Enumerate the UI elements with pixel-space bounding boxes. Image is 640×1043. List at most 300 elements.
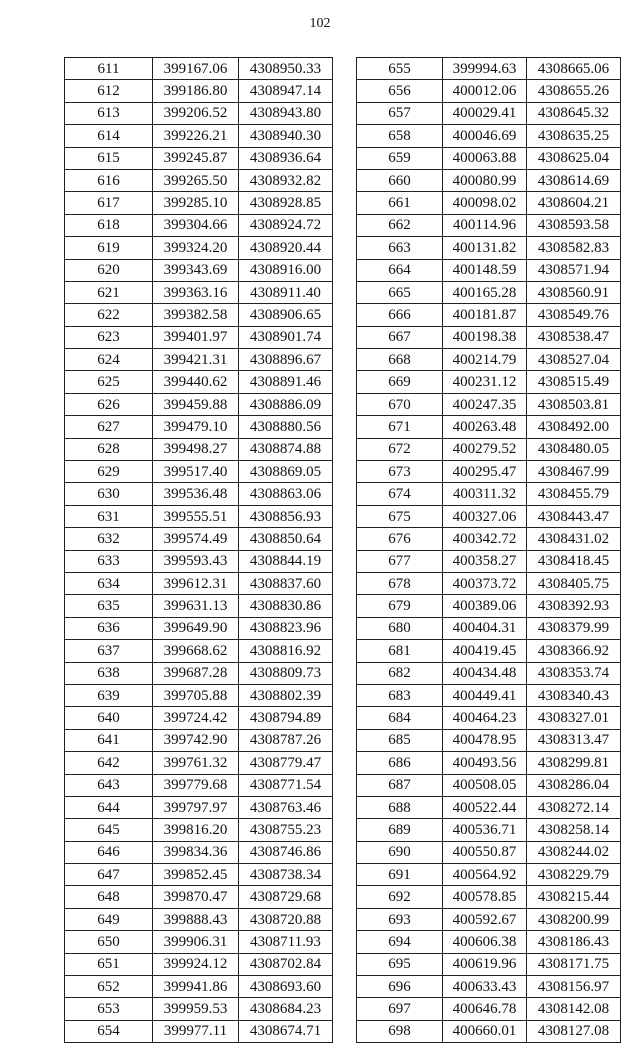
x-coordinate-cell: 399479.10 [153, 416, 239, 438]
x-coordinate-cell: 399459.88 [153, 393, 239, 415]
point-number-cell: 659 [357, 147, 443, 169]
point-number-cell: 653 [65, 998, 153, 1020]
y-coordinate-cell: 4308593.58 [527, 214, 621, 236]
x-coordinate-cell: 399977.11 [153, 1020, 239, 1042]
y-coordinate-cell: 4308467.99 [527, 461, 621, 483]
y-coordinate-cell: 4308928.85 [239, 192, 333, 214]
table-row [357, 349, 621, 371]
point-number-cell: 643 [65, 774, 153, 796]
point-number-cell: 679 [357, 595, 443, 617]
y-coordinate-cell: 4308244.02 [527, 841, 621, 863]
point-number-cell: 618 [65, 214, 153, 236]
point-number-cell: 695 [357, 953, 443, 975]
table-row [357, 796, 621, 818]
point-number-cell: 613 [65, 102, 153, 124]
point-number-cell: 662 [357, 214, 443, 236]
point-number-cell: 665 [357, 281, 443, 303]
x-coordinate-cell: 400080.99 [443, 169, 527, 191]
x-coordinate-cell: 399401.97 [153, 326, 239, 348]
table-row [357, 1020, 621, 1042]
x-coordinate-cell: 399593.43 [153, 550, 239, 572]
point-number-cell: 625 [65, 371, 153, 393]
y-coordinate-cell: 4308258.14 [527, 819, 621, 841]
table-row [65, 461, 333, 483]
y-coordinate-cell: 4308684.23 [239, 998, 333, 1020]
x-coordinate-cell: 400606.38 [443, 931, 527, 953]
x-coordinate-cell: 400165.28 [443, 281, 527, 303]
x-coordinate-cell: 399285.10 [153, 192, 239, 214]
table-row [65, 371, 333, 393]
x-coordinate-cell: 399852.45 [153, 864, 239, 886]
x-coordinate-cell: 399994.63 [443, 58, 527, 80]
y-coordinate-cell: 4308366.92 [527, 640, 621, 662]
y-coordinate-cell: 4308746.86 [239, 841, 333, 863]
point-number-cell: 669 [357, 371, 443, 393]
table-row [65, 349, 333, 371]
point-number-cell: 652 [65, 976, 153, 998]
x-coordinate-cell: 399742.90 [153, 729, 239, 751]
y-coordinate-cell: 4308515.49 [527, 371, 621, 393]
point-number-cell: 631 [65, 505, 153, 527]
coordinates-table-left-body [65, 58, 333, 1043]
table-row [357, 58, 621, 80]
x-coordinate-cell: 400063.88 [443, 147, 527, 169]
x-coordinate-cell: 400464.23 [443, 707, 527, 729]
y-coordinate-cell: 4308856.93 [239, 505, 333, 527]
table-row [357, 729, 621, 751]
y-coordinate-cell: 4308379.99 [527, 617, 621, 639]
y-coordinate-cell: 4308823.96 [239, 617, 333, 639]
x-coordinate-cell: 399687.28 [153, 662, 239, 684]
table-row [357, 438, 621, 460]
x-coordinate-cell: 399343.69 [153, 259, 239, 281]
x-coordinate-cell: 400592.67 [443, 908, 527, 930]
x-coordinate-cell: 399724.42 [153, 707, 239, 729]
x-coordinate-cell: 399631.13 [153, 595, 239, 617]
y-coordinate-cell: 4308272.14 [527, 796, 621, 818]
y-coordinate-cell: 4308229.79 [527, 864, 621, 886]
x-coordinate-cell: 400046.69 [443, 125, 527, 147]
table-row [65, 864, 333, 886]
table-row [65, 125, 333, 147]
point-number-cell: 621 [65, 281, 153, 303]
table-row [65, 214, 333, 236]
x-coordinate-cell: 400508.05 [443, 774, 527, 796]
table-row [65, 841, 333, 863]
x-coordinate-cell: 399498.27 [153, 438, 239, 460]
point-number-cell: 682 [357, 662, 443, 684]
table-row [357, 393, 621, 415]
y-coordinate-cell: 4308492.00 [527, 416, 621, 438]
y-coordinate-cell: 4308418.45 [527, 550, 621, 572]
y-coordinate-cell: 4308711.93 [239, 931, 333, 953]
table-row [357, 281, 621, 303]
table-row [65, 528, 333, 550]
table-row [65, 572, 333, 594]
table-row [357, 461, 621, 483]
x-coordinate-cell: 400434.48 [443, 662, 527, 684]
table-row [65, 998, 333, 1020]
x-coordinate-cell: 400564.92 [443, 864, 527, 886]
table-row [357, 684, 621, 706]
x-coordinate-cell: 400247.35 [443, 393, 527, 415]
point-number-cell: 626 [65, 393, 153, 415]
point-number-cell: 629 [65, 461, 153, 483]
y-coordinate-cell: 4308327.01 [527, 707, 621, 729]
point-number-cell: 619 [65, 237, 153, 259]
point-number-cell: 691 [357, 864, 443, 886]
point-number-cell: 666 [357, 304, 443, 326]
y-coordinate-cell: 4308940.30 [239, 125, 333, 147]
y-coordinate-cell: 4308911.40 [239, 281, 333, 303]
x-coordinate-cell: 399555.51 [153, 505, 239, 527]
table-row [65, 505, 333, 527]
point-number-cell: 660 [357, 169, 443, 191]
table-row [357, 192, 621, 214]
x-coordinate-cell: 399226.21 [153, 125, 239, 147]
table-row [65, 416, 333, 438]
table-row [65, 326, 333, 348]
point-number-cell: 623 [65, 326, 153, 348]
x-coordinate-cell: 400311.32 [443, 483, 527, 505]
y-coordinate-cell: 4308763.46 [239, 796, 333, 818]
table-row [65, 304, 333, 326]
y-coordinate-cell: 4308392.93 [527, 595, 621, 617]
point-number-cell: 692 [357, 886, 443, 908]
table-row [357, 505, 621, 527]
point-number-cell: 615 [65, 147, 153, 169]
table-row [65, 796, 333, 818]
coordinates-table-right-body [357, 58, 621, 1043]
y-coordinate-cell: 4308171.75 [527, 953, 621, 975]
table-row [65, 147, 333, 169]
x-coordinate-cell: 399440.62 [153, 371, 239, 393]
table-row [65, 640, 333, 662]
table-row [65, 169, 333, 191]
y-coordinate-cell: 4308503.81 [527, 393, 621, 415]
x-coordinate-cell: 399324.20 [153, 237, 239, 259]
table-row [357, 102, 621, 124]
x-coordinate-cell: 399834.36 [153, 841, 239, 863]
y-coordinate-cell: 4308874.88 [239, 438, 333, 460]
y-coordinate-cell: 4308720.88 [239, 908, 333, 930]
coordinates-table-right [356, 57, 621, 1043]
y-coordinate-cell: 4308186.43 [527, 931, 621, 953]
x-coordinate-cell: 400550.87 [443, 841, 527, 863]
table-row [65, 774, 333, 796]
point-number-cell: 639 [65, 684, 153, 706]
x-coordinate-cell: 400231.12 [443, 371, 527, 393]
x-coordinate-cell: 400619.96 [443, 953, 527, 975]
y-coordinate-cell: 4308891.46 [239, 371, 333, 393]
table-row [65, 931, 333, 953]
y-coordinate-cell: 4308837.60 [239, 572, 333, 594]
point-number-cell: 681 [357, 640, 443, 662]
y-coordinate-cell: 4308869.05 [239, 461, 333, 483]
x-coordinate-cell: 400536.71 [443, 819, 527, 841]
x-coordinate-cell: 400522.44 [443, 796, 527, 818]
y-coordinate-cell: 4308802.39 [239, 684, 333, 706]
point-number-cell: 677 [357, 550, 443, 572]
point-number-cell: 620 [65, 259, 153, 281]
table-row [65, 237, 333, 259]
y-coordinate-cell: 4308794.89 [239, 707, 333, 729]
y-coordinate-cell: 4308655.26 [527, 80, 621, 102]
point-number-cell: 648 [65, 886, 153, 908]
y-coordinate-cell: 4308582.83 [527, 237, 621, 259]
table-row [357, 259, 621, 281]
x-coordinate-cell: 399888.43 [153, 908, 239, 930]
table-row [65, 58, 333, 80]
y-coordinate-cell: 4308405.75 [527, 572, 621, 594]
table-row [357, 640, 621, 662]
table-row [357, 617, 621, 639]
table-row [65, 617, 333, 639]
y-coordinate-cell: 4308729.68 [239, 886, 333, 908]
table-row [357, 326, 621, 348]
y-coordinate-cell: 4308480.05 [527, 438, 621, 460]
x-coordinate-cell: 399797.97 [153, 796, 239, 818]
table-row [65, 752, 333, 774]
y-coordinate-cell: 4308215.44 [527, 886, 621, 908]
y-coordinate-cell: 4308924.72 [239, 214, 333, 236]
point-number-cell: 628 [65, 438, 153, 460]
y-coordinate-cell: 4308625.04 [527, 147, 621, 169]
point-number-cell: 617 [65, 192, 153, 214]
x-coordinate-cell: 400279.52 [443, 438, 527, 460]
x-coordinate-cell: 400404.31 [443, 617, 527, 639]
point-number-cell: 635 [65, 595, 153, 617]
x-coordinate-cell: 399870.47 [153, 886, 239, 908]
point-number-cell: 645 [65, 819, 153, 841]
x-coordinate-cell: 400358.27 [443, 550, 527, 572]
point-number-cell: 673 [357, 461, 443, 483]
point-number-cell: 656 [357, 80, 443, 102]
point-number-cell: 654 [65, 1020, 153, 1042]
table-row [357, 483, 621, 505]
x-coordinate-cell: 400131.82 [443, 237, 527, 259]
y-coordinate-cell: 4308950.33 [239, 58, 333, 80]
y-coordinate-cell: 4308538.47 [527, 326, 621, 348]
y-coordinate-cell: 4308299.81 [527, 752, 621, 774]
y-coordinate-cell: 4308779.47 [239, 752, 333, 774]
x-coordinate-cell: 400295.47 [443, 461, 527, 483]
point-number-cell: 614 [65, 125, 153, 147]
y-coordinate-cell: 4308738.34 [239, 864, 333, 886]
x-coordinate-cell: 399649.90 [153, 617, 239, 639]
point-number-cell: 689 [357, 819, 443, 841]
x-coordinate-cell: 400263.48 [443, 416, 527, 438]
y-coordinate-cell: 4308943.80 [239, 102, 333, 124]
point-number-cell: 675 [357, 505, 443, 527]
point-number-cell: 671 [357, 416, 443, 438]
y-coordinate-cell: 4308816.92 [239, 640, 333, 662]
x-coordinate-cell: 400373.72 [443, 572, 527, 594]
y-coordinate-cell: 4308604.21 [527, 192, 621, 214]
x-coordinate-cell: 400029.41 [443, 102, 527, 124]
point-number-cell: 655 [357, 58, 443, 80]
y-coordinate-cell: 4308693.60 [239, 976, 333, 998]
y-coordinate-cell: 4308443.47 [527, 505, 621, 527]
x-coordinate-cell: 400198.38 [443, 326, 527, 348]
table-row [357, 80, 621, 102]
point-number-cell: 698 [357, 1020, 443, 1042]
coordinates-table-left [64, 57, 333, 1043]
table-row [65, 729, 333, 751]
point-number-cell: 611 [65, 58, 153, 80]
table-row [357, 169, 621, 191]
table-row [357, 819, 621, 841]
x-coordinate-cell: 399779.68 [153, 774, 239, 796]
y-coordinate-cell: 4308932.82 [239, 169, 333, 191]
x-coordinate-cell: 399536.48 [153, 483, 239, 505]
x-coordinate-cell: 400478.95 [443, 729, 527, 751]
y-coordinate-cell: 4308920.44 [239, 237, 333, 259]
y-coordinate-cell: 4308896.67 [239, 349, 333, 371]
point-number-cell: 651 [65, 953, 153, 975]
point-number-cell: 622 [65, 304, 153, 326]
x-coordinate-cell: 400578.85 [443, 886, 527, 908]
point-number-cell: 683 [357, 684, 443, 706]
point-number-cell: 636 [65, 617, 153, 639]
x-coordinate-cell: 400148.59 [443, 259, 527, 281]
table-row [357, 304, 621, 326]
table-row [65, 886, 333, 908]
table-row [357, 237, 621, 259]
point-number-cell: 668 [357, 349, 443, 371]
table-row [357, 864, 621, 886]
point-number-cell: 696 [357, 976, 443, 998]
y-coordinate-cell: 4308665.06 [527, 58, 621, 80]
y-coordinate-cell: 4308431.02 [527, 528, 621, 550]
table-row [357, 550, 621, 572]
point-number-cell: 661 [357, 192, 443, 214]
x-coordinate-cell: 400114.96 [443, 214, 527, 236]
x-coordinate-cell: 399206.52 [153, 102, 239, 124]
y-coordinate-cell: 4308635.25 [527, 125, 621, 147]
x-coordinate-cell: 399705.88 [153, 684, 239, 706]
point-number-cell: 684 [357, 707, 443, 729]
point-number-cell: 697 [357, 998, 443, 1020]
point-number-cell: 657 [357, 102, 443, 124]
table-row [357, 774, 621, 796]
point-number-cell: 637 [65, 640, 153, 662]
point-number-cell: 638 [65, 662, 153, 684]
table-row [357, 528, 621, 550]
table-row [357, 572, 621, 594]
point-number-cell: 640 [65, 707, 153, 729]
y-coordinate-cell: 4308340.43 [527, 684, 621, 706]
y-coordinate-cell: 4308916.00 [239, 259, 333, 281]
y-coordinate-cell: 4308771.54 [239, 774, 333, 796]
table-row [357, 931, 621, 953]
point-number-cell: 616 [65, 169, 153, 191]
point-number-cell: 688 [357, 796, 443, 818]
y-coordinate-cell: 4308809.73 [239, 662, 333, 684]
point-number-cell: 633 [65, 550, 153, 572]
point-number-cell: 630 [65, 483, 153, 505]
point-number-cell: 627 [65, 416, 153, 438]
x-coordinate-cell: 399906.31 [153, 931, 239, 953]
point-number-cell: 641 [65, 729, 153, 751]
point-number-cell: 647 [65, 864, 153, 886]
x-coordinate-cell: 400633.43 [443, 976, 527, 998]
table-row [65, 707, 333, 729]
x-coordinate-cell: 399304.66 [153, 214, 239, 236]
y-coordinate-cell: 4308560.91 [527, 281, 621, 303]
y-coordinate-cell: 4308901.74 [239, 326, 333, 348]
table-row [357, 371, 621, 393]
point-number-cell: 649 [65, 908, 153, 930]
x-coordinate-cell: 399816.20 [153, 819, 239, 841]
x-coordinate-cell: 399421.31 [153, 349, 239, 371]
y-coordinate-cell: 4308156.97 [527, 976, 621, 998]
point-number-cell: 694 [357, 931, 443, 953]
y-coordinate-cell: 4308353.74 [527, 662, 621, 684]
table-row [65, 259, 333, 281]
table-row [357, 416, 621, 438]
point-number-cell: 693 [357, 908, 443, 930]
y-coordinate-cell: 4308755.23 [239, 819, 333, 841]
x-coordinate-cell: 399517.40 [153, 461, 239, 483]
table-row [65, 393, 333, 415]
x-coordinate-cell: 399959.53 [153, 998, 239, 1020]
table-row [357, 976, 621, 998]
table-row [65, 80, 333, 102]
table-row [357, 707, 621, 729]
y-coordinate-cell: 4308127.08 [527, 1020, 621, 1042]
x-coordinate-cell: 400389.06 [443, 595, 527, 617]
y-coordinate-cell: 4308880.56 [239, 416, 333, 438]
y-coordinate-cell: 4308947.14 [239, 80, 333, 102]
x-coordinate-cell: 399941.86 [153, 976, 239, 998]
point-number-cell: 634 [65, 572, 153, 594]
y-coordinate-cell: 4308286.04 [527, 774, 621, 796]
table-row [65, 483, 333, 505]
table-row [65, 953, 333, 975]
table-row [357, 214, 621, 236]
x-coordinate-cell: 400342.72 [443, 528, 527, 550]
point-number-cell: 646 [65, 841, 153, 863]
y-coordinate-cell: 4308455.79 [527, 483, 621, 505]
x-coordinate-cell: 400214.79 [443, 349, 527, 371]
x-coordinate-cell: 400327.06 [443, 505, 527, 527]
y-coordinate-cell: 4308850.64 [239, 528, 333, 550]
table-row [357, 662, 621, 684]
point-number-cell: 624 [65, 349, 153, 371]
x-coordinate-cell: 399265.50 [153, 169, 239, 191]
table-row [65, 662, 333, 684]
x-coordinate-cell: 400419.45 [443, 640, 527, 662]
point-number-cell: 672 [357, 438, 443, 460]
point-number-cell: 674 [357, 483, 443, 505]
x-coordinate-cell: 400646.78 [443, 998, 527, 1020]
point-number-cell: 686 [357, 752, 443, 774]
x-coordinate-cell: 400449.41 [443, 684, 527, 706]
point-number-cell: 664 [357, 259, 443, 281]
table-row [357, 953, 621, 975]
y-coordinate-cell: 4308645.32 [527, 102, 621, 124]
table-row [65, 438, 333, 460]
table-row [357, 125, 621, 147]
page-number: 102 [309, 16, 331, 31]
x-coordinate-cell: 400181.87 [443, 304, 527, 326]
point-number-cell: 670 [357, 393, 443, 415]
x-coordinate-cell: 399245.87 [153, 147, 239, 169]
x-coordinate-cell: 399363.16 [153, 281, 239, 303]
table-row [357, 886, 621, 908]
x-coordinate-cell: 400098.02 [443, 192, 527, 214]
